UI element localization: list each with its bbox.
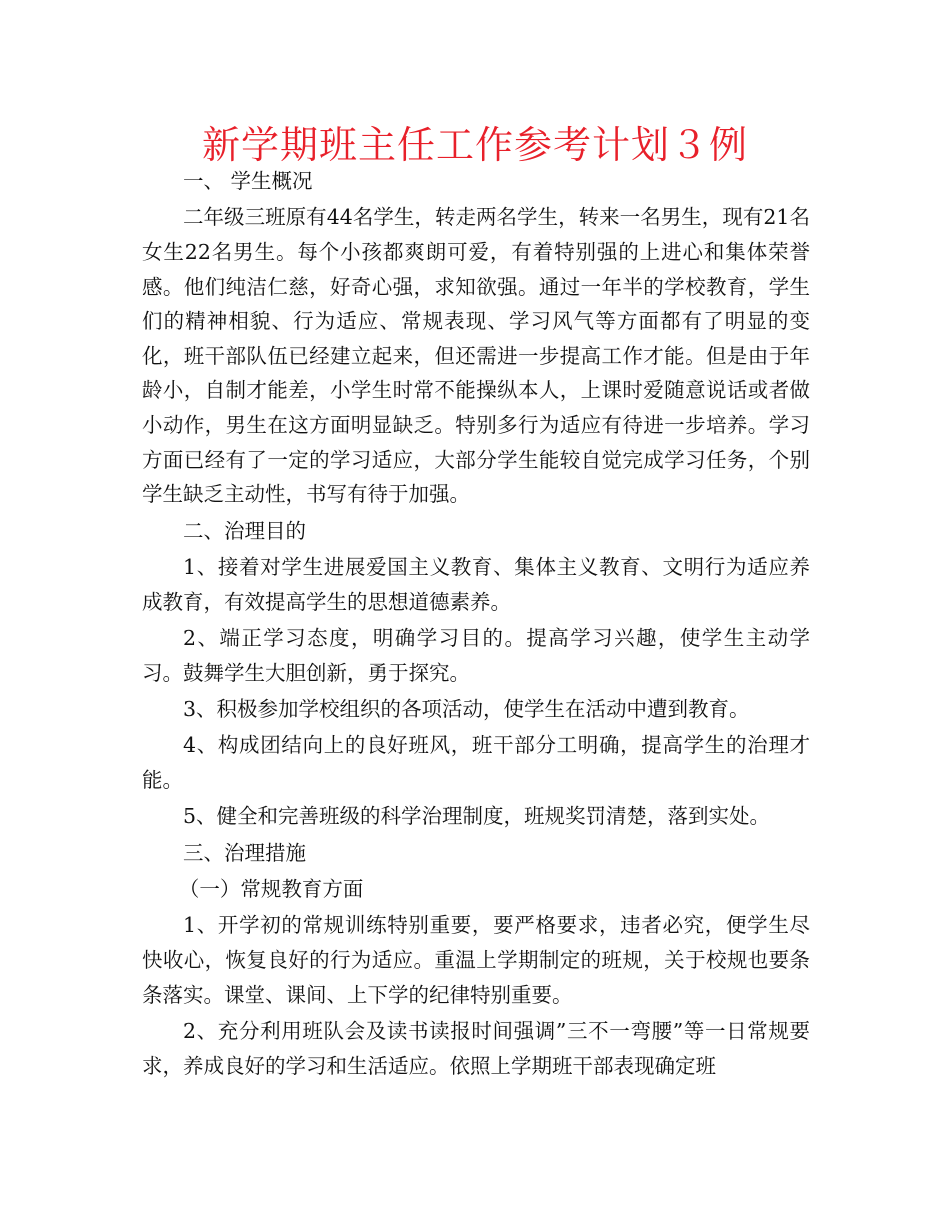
document-title: 新学期班主任工作参考计划３例 — [201, 123, 748, 167]
goal-item-1: 1、接着对学生进展爱国主义教育、集体主义教育、文明行为适应养成教育，有效提高学生的思想道德素养。 — [142, 554, 810, 614]
paragraph-student-overview: 二年级三班原有44名学生，转走两名学生，转来一名男生，现有21名女生22名男生。每个小孩都爽朗可爱，有着特别强的上进心和集体荣誉感。他们纯洁仁慈，好奇心强，求知欲强。通过一年半的学校教育，学生们的精神相貌、行为适应、常规表现、学习风气等方面都有了明显的变化，班干部队伍已经建立起来，但还需进一步提高工作才能。但是由于年龄小，自制才能差，小学生时常不能操纵本人，上课时爱随意说话或者做小动作，男生在这方面明显缺乏。特别多行为适应有待进一步培养。学习方面已经有了一定的学习适应，大部分学生能较自觉完成学习任务，个别学生缺乏主动性，书写有待于加强。 — [142, 205, 810, 507]
measure-item-2: 2、充分利用班队会及读书读报时间强调”三不一弯腰”等一日常规要求，养成良好的学习和生活适应。依照上学期班干部表现确定班 — [142, 1019, 810, 1078]
measure-item-1: 1、开学初的常规训练特别重要，要严格要求，违者必究，便学生尽快收心，恢复良好的行为适应。重温上学期制定的班规，关于校规也要条条落实。课堂、课间、上下学的纪律特别重要。 — [142, 913, 810, 1007]
section-heading-management-goals: 二、治理目的 — [183, 518, 306, 543]
goal-item-3: 3、积极参加学校组织的各项活动，使学生在活动中遭到教育。 — [183, 696, 750, 721]
section-heading-student-overview: 一、 学生概况 — [183, 169, 313, 193]
goal-item-2: 2、端正学习态度，明确学习目的。提高学习兴趣，使学生主动学习。鼓舞学生大胆创新，勇于探究。 — [142, 625, 810, 685]
document-body — [142, 164, 810, 1083]
subsection-heading-routine-education: （一）常规教育方面 — [178, 877, 364, 902]
section-heading-management-measures: 三、治理措施 — [183, 840, 306, 865]
goal-item-5: 5、健全和完善班级的科学治理制度，班规奖罚清楚，落到实处。 — [183, 804, 771, 829]
goal-item-4: 4、构成团结向上的良好班风，班干部分工明确，提高学生的治理才能。 — [142, 733, 810, 792]
